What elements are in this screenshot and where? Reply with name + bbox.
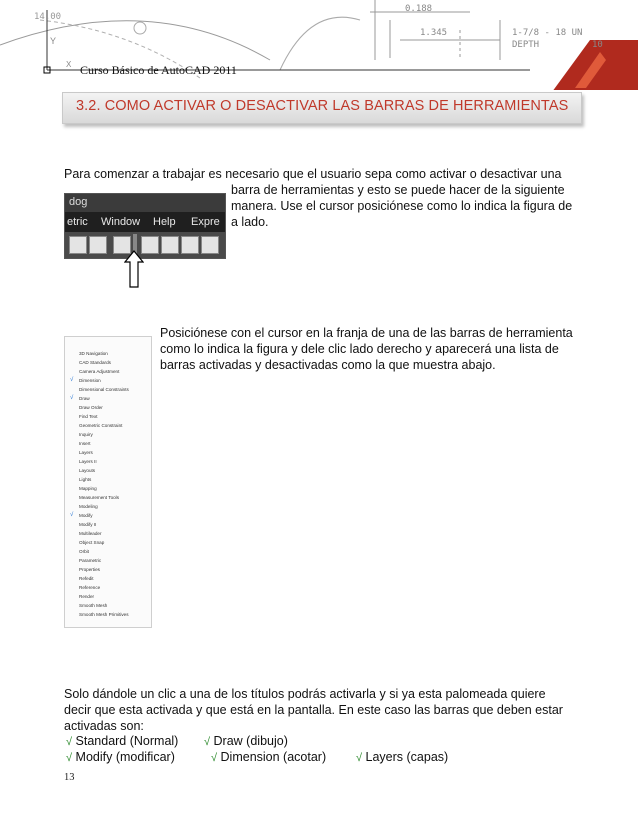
paragraph-line: a lado.: [231, 215, 269, 229]
menu-item: Help: [153, 216, 176, 228]
list-check-icon: √: [70, 512, 74, 518]
check-icon: √: [211, 752, 218, 764]
check-icon: √: [66, 752, 73, 764]
toolbar-list-item: Camera Adjustment: [79, 369, 120, 374]
paragraph-line: como lo indica la figura y dele clic lado derecho y aparecerá una lista de: [160, 342, 559, 356]
active-bar-dimension: [211, 750, 326, 764]
section-title: 3.2. COMO ACTIVAR O DESACTIVAR LAS BARRAS DE HERRAMIENTAS: [76, 98, 569, 114]
toolbar-list-item: Reference: [79, 585, 101, 590]
toolbar-list-item: CAD Standards: [79, 360, 111, 365]
page-number: 13: [64, 772, 75, 783]
tool-icon: [89, 236, 107, 254]
toolbar-list-item: Dimension: [79, 378, 101, 383]
drawing-label: DEPTH: [512, 40, 540, 50]
toolbar-list-item: Refedit: [79, 576, 94, 581]
toolbar-list-item: Parametric: [79, 558, 102, 563]
active-bar-layers: [356, 750, 448, 764]
active-bar-label: Dimension (acotar): [220, 750, 327, 764]
active-bar-draw: [204, 734, 288, 748]
toolbar-list-item: Lights: [79, 477, 92, 482]
paragraph-line: Para comenzar a trabajar es necesario que el usuario sepa como activar o desactivar una: [64, 167, 562, 181]
paragraph-line: Solo dándole un clic a una de los títulos podrás activarla y si ya esta palomeada quiere: [64, 687, 546, 701]
menu-item: Expre: [191, 216, 220, 228]
menu-toolbar-screenshot: [64, 193, 226, 259]
window-title-fragment: dog: [69, 196, 88, 208]
toolbar-list-item: Dimensional Constraints: [79, 387, 129, 392]
drawing-label: Y: [50, 36, 57, 46]
check-icon: √: [204, 736, 211, 748]
drawing-label: X: [66, 60, 72, 69]
drawing-label: 1.345: [420, 28, 448, 38]
toolbar-list-item: Inquiry: [79, 432, 93, 437]
active-bar-label: Modify (modificar): [75, 750, 175, 764]
toolbar-list-item: Measurement Tools: [79, 495, 120, 500]
toolbar-list-item: Geometric Constraint: [79, 423, 123, 428]
paragraph-line: manera. Use el cursor posiciónese como lo indica la figura de: [231, 199, 573, 213]
toolbar-list-item: Layouts: [79, 468, 96, 473]
toolbar-list-item: Properties: [79, 567, 100, 572]
toolbar-list-item: Mapping: [79, 486, 97, 491]
toolbar-list-item: Layers: [79, 450, 93, 455]
paragraph-line: Posiciónese con el cursor en la franja de una de las barras de herramienta: [160, 326, 573, 340]
toolbar-list-item: Modify II: [79, 522, 97, 527]
toolbar-list-item: Find Text: [79, 414, 98, 419]
toolbar-list-item: Modify: [79, 513, 93, 518]
menu-item: etric: [67, 216, 88, 228]
active-bar-label: Draw (dibujo): [213, 734, 288, 748]
menu-item: Window: [101, 216, 141, 228]
toolbar-list-item: Insert: [79, 441, 91, 446]
dimension-icon: [161, 236, 179, 254]
check-icon: √: [66, 736, 73, 748]
up-arrow-icon: [124, 250, 144, 288]
active-bar-label: Layers (capas): [365, 750, 449, 764]
toolbar-list-item: Draw Order: [79, 405, 103, 410]
dimension-icon: [201, 236, 219, 254]
drawing-label: 1-7/8 - 18 UN: [512, 28, 583, 38]
toolbar-list-item: Orbit: [79, 549, 89, 554]
toolbar-list-item: Layers II: [79, 459, 97, 464]
paragraph-line: barra de herramientas y esto se puede hacer de la siguiente: [231, 183, 565, 197]
drawing-label: 14.00: [34, 12, 62, 22]
paragraph-line: decir que esta activada y que está en la pantalla. En este caso las barras que deben estar: [64, 703, 563, 717]
toolbar-list-item: Draw: [79, 396, 90, 401]
toolbar-list-item: Modeling: [79, 504, 98, 509]
dimension-icon: [181, 236, 199, 254]
drawing-label: 0.188: [405, 4, 433, 14]
toolbar-list-item: Object Snap: [79, 540, 105, 545]
toolbar-list-item: Smooth Mesh Primitives: [79, 612, 129, 617]
toolbar-list-item: Render: [79, 594, 95, 599]
active-bar-modify: [66, 750, 175, 764]
paragraph-line: barras activadas y desactivadas como la que muestra abajo.: [160, 358, 496, 372]
paragraph-line: activadas son:: [64, 719, 144, 733]
drawing-label: 10: [592, 40, 603, 50]
tool-icon: [69, 236, 87, 254]
toolbar-list-item: Multileader: [79, 531, 102, 536]
active-bar-label: Standard (Normal): [75, 734, 179, 748]
list-check-icon: √: [70, 377, 74, 383]
check-icon: √: [356, 752, 363, 764]
active-bar-standard: [66, 734, 178, 748]
toolbar-list-item: Smooth Mesh: [79, 603, 108, 608]
document-header-title: Curso Básico de AutoCAD 2011: [80, 63, 237, 77]
toolbar-context-menu-screenshot: [64, 336, 152, 628]
toolbar-list-item: 3D Navigation: [79, 351, 108, 356]
list-check-icon: √: [70, 395, 74, 401]
